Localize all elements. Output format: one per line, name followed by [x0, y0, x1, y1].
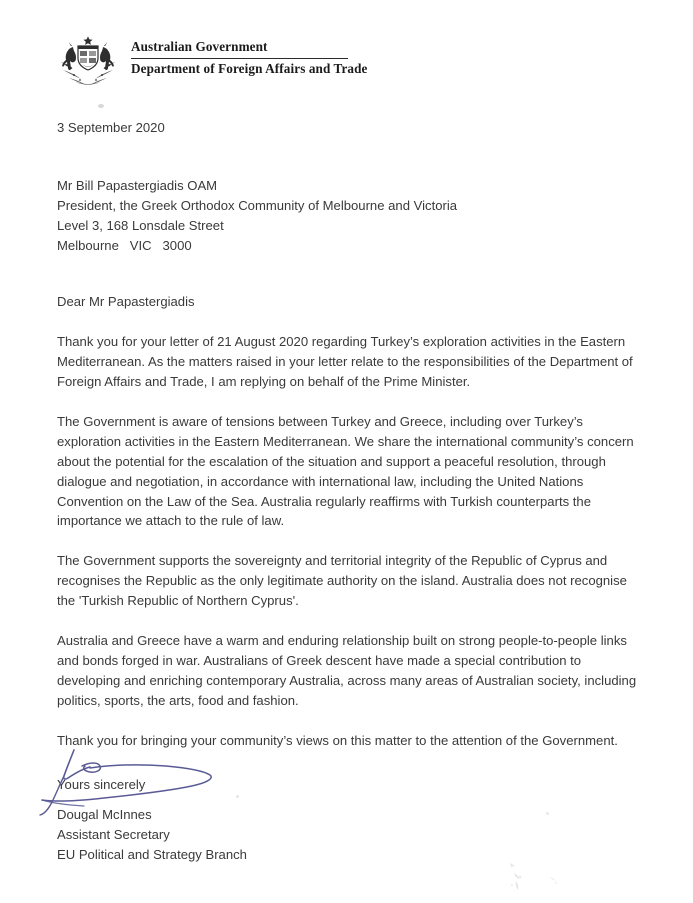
department-title: Department of Foreign Affairs and Trade: [131, 60, 368, 76]
government-title: Australian Government: [131, 39, 268, 54]
letterhead-text: [131, 34, 368, 77]
scan-speck: [236, 795, 239, 798]
paragraph-2: The Government is aware of tensions between Turkey and Greece, including over Turkey’s exploration activities in the Eastern Mediterranean. We share the international community’s concern about the potential for the escalation of the situation and support a peaceful resolution, through dialogue and negotiation, in accordance with international law, including the United Nations Convention on the Law of the Sea. Australia regularly reaffirms with Turkish counterparts the importance we attach to the rule of law.: [57, 414, 634, 529]
addressee-block: [57, 176, 647, 256]
addressee-street: Level 3, 168 Lonsdale Street: [57, 217, 224, 233]
signatory-block: [57, 805, 247, 865]
scan-smudge: [490, 855, 580, 900]
addressee-city: Melbourne VIC 3000: [57, 237, 192, 253]
paragraph-4: Australia and Greece have a warm and enduring relationship built on strong people-to-people links and bonds forged in war. Australians of Greek descent have made a special contribution to developing and enriching contemporary Australia, across many areas of Australian society, including politics, sports, the arts, food and fashion.: [57, 633, 637, 708]
signatory-position: Assistant Secretary: [57, 826, 170, 842]
addressee-name: Mr Bill Papastergiadis OAM: [57, 177, 218, 193]
letter-date: 3 September 2020: [57, 120, 165, 135]
paragraph-5: Thank you for bringing your community’s views on this matter to the attention of the Government.: [57, 732, 618, 748]
letterhead-divider: [131, 58, 348, 59]
paragraph-1: Thank you for your letter of 21 August 2020 regarding Turkey’s exploration activities in the Eastern Mediterranean. As the matters raised in your letter relate to the responsibilities of the Department of Foreign Affairs and Trade, I am replying on behalf of the Prime Minister.: [57, 334, 633, 390]
salutation: Dear Mr Papastergiadis: [57, 294, 195, 310]
letterhead: [49, 34, 368, 90]
letter-body: [57, 118, 647, 795]
signatory-branch: EU Political and Strategy Branch: [57, 846, 247, 862]
scan-speck: [546, 812, 549, 815]
addressee-title: President, the Greek Orthodox Community of Melbourne and Victoria: [57, 197, 458, 213]
signatory-name: Dougal McInnes: [57, 807, 152, 822]
paragraph-3: The Government supports the sovereignty and territorial integrity of the Republic of Cyprus and recognises the Republic as the only legitimate authority on the island. Australia does not recognise the 'Turkish Republic of Northern Cyprus'.: [57, 553, 627, 609]
closing-salutation: Yours sincerely: [57, 777, 146, 793]
australian-coat-of-arms-icon: [49, 34, 127, 90]
scan-speck: [98, 104, 104, 108]
